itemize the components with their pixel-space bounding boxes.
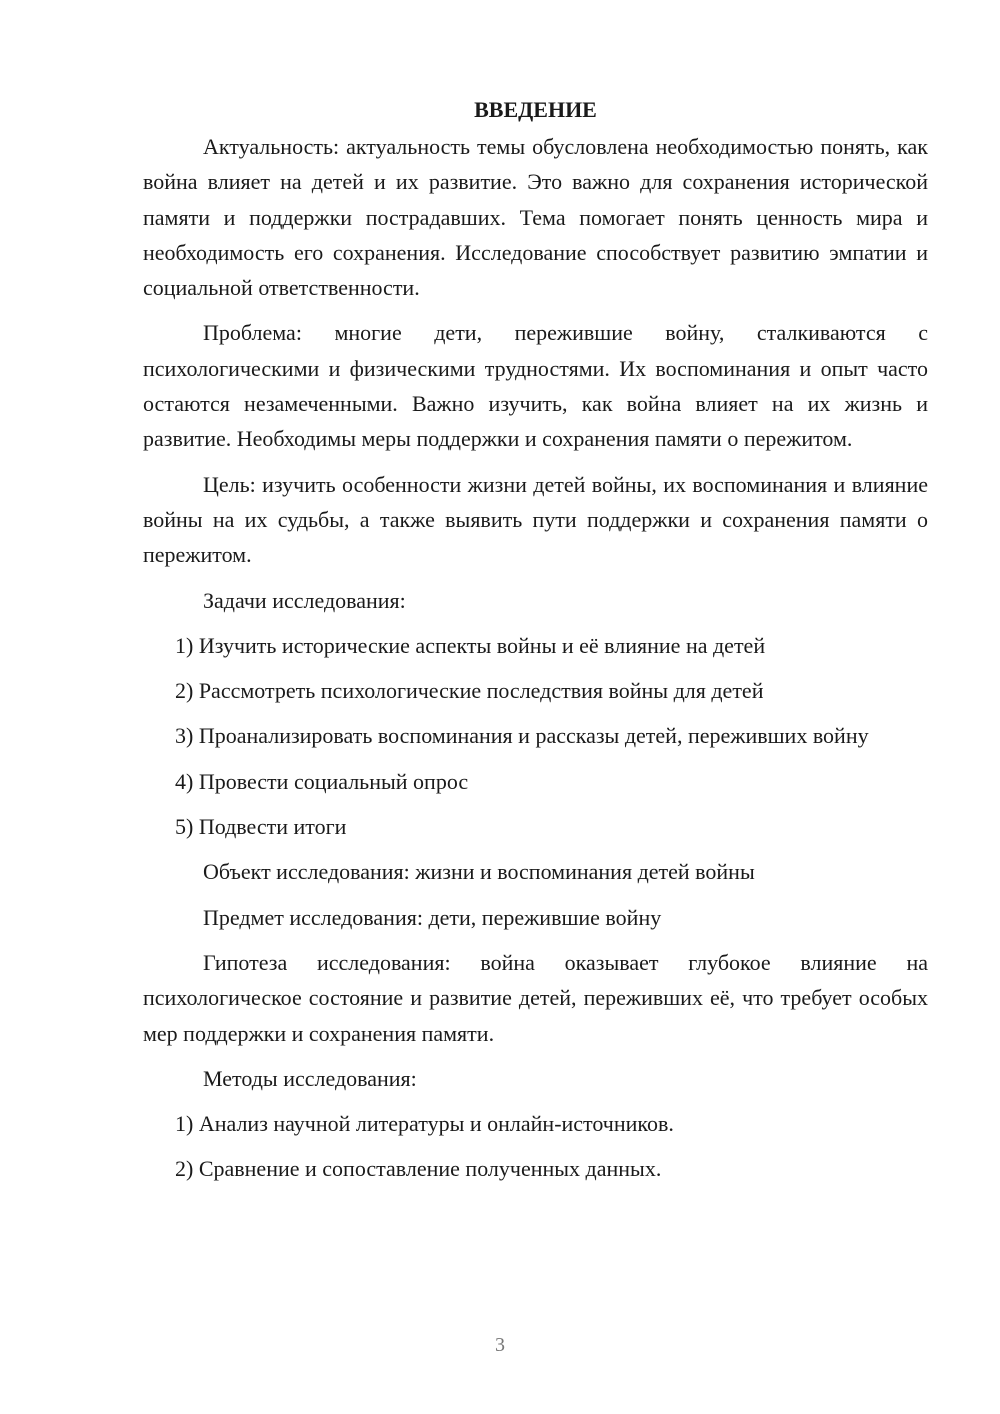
research-subject: Предмет исследования: дети, пережившие войну <box>203 904 662 930</box>
tasks-heading: Задачи исследования: <box>203 587 406 613</box>
hypothesis-paragraph: Гипотеза исследования: война оказывает глубокое влияние на психологическое состояние и развитие детей, переживших её, что требует особых мер поддержки и сохранения памяти. <box>143 949 928 1046</box>
task-item-2: 2) Рассмотреть психологические последствия войны для детей <box>175 678 764 704</box>
methods-heading: Методы исследования: <box>203 1065 417 1091</box>
task-item-4: 4) Провести социальный опрос <box>175 768 469 794</box>
task-item-1: 1) Изучить исторические аспекты войны и её влияние на детей <box>175 632 766 658</box>
method-item-1: 1) Анализ научной литературы и онлайн-источников. <box>175 1111 674 1137</box>
research-object: Объект исследования: жизни и воспоминания детей войны <box>203 859 755 885</box>
task-item-3: 3) Проанализировать воспоминания и рассказы детей, переживших войну <box>175 723 869 749</box>
document-title: ВВЕДЕНИЕ <box>474 97 597 122</box>
problem-paragraph: Проблема: многие дети, пережившие войну, сталкиваются с психологическими и физическими трудностями. Их воспоминания и опыт часто остаются незамеченными. Важно изучить, как война влияет на их жизнь и развитие. Необходимы меры поддержки и сохранения памяти о пережитом. <box>143 320 928 452</box>
method-item-2: 2) Сравнение и сопоставление полученных данных. <box>175 1156 662 1182</box>
task-item-5: 5) Подвести итоги <box>175 814 347 840</box>
document-page <box>143 92 928 1197</box>
relevance-paragraph: Актуальность: актуальность темы обусловлена необходимостью понять, как война влияет на детей и их развитие. Это важно для сохранения исторической памяти и поддержки пострадавших. Тема помогает понять ценность мира и необходимость его сохранения. Исследование способствует развитию эмпатии и социальной ответственности. <box>143 134 928 301</box>
page-number: 3 <box>495 1334 505 1356</box>
goal-paragraph: Цель: изучить особенности жизни детей войны, их воспоминания и влияние войны на их судьбы, а также выявить пути поддержки и сохранения памяти о пережитом. <box>143 471 928 568</box>
